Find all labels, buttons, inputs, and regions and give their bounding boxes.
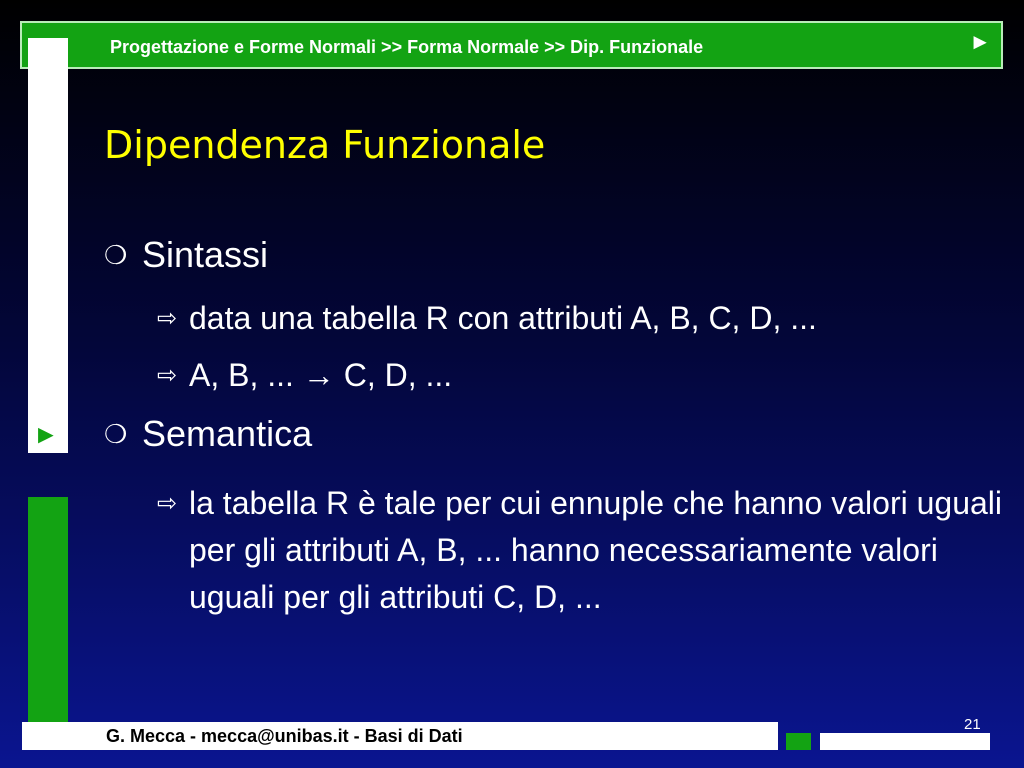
sub-bullet-text: A, B, ... → C, D, ... — [189, 357, 453, 393]
circle-bullet-icon: ❍ — [104, 419, 128, 449]
arrow-bullet-icon: ⇨ — [157, 490, 178, 517]
sub-bullet-item — [157, 480, 1024, 621]
footer-bar — [22, 722, 778, 750]
sidebar-arrow-icon[interactable]: ► — [33, 419, 59, 449]
circle-bullet-icon: ❍ — [104, 240, 128, 270]
sub-bullet-text: la tabella R è tale per cui ennuple che hanno valori uguali per gli attributi A, B, ... hanno necessariamente valori uguali per gli attributi C, D, ... — [189, 485, 1002, 615]
next-slide-arrow-icon[interactable]: ► — [969, 29, 991, 54]
bullet-label: Sintassi — [142, 234, 269, 275]
breadcrumb: Progettazione e Forme Normali >> Forma Normale >> Dip. Funzionale — [110, 37, 704, 57]
sub-bullet-text: data una tabella R con attributi A, B, C, D, ... — [189, 300, 817, 336]
page-number: 21 — [964, 716, 981, 733]
bullet-item-sintassi — [104, 234, 268, 276]
sidebar-green-bar — [28, 497, 68, 735]
arrow-bullet-icon: ⇨ — [157, 305, 178, 332]
slide-title: Dipendenza Funzionale — [104, 123, 546, 167]
bullet-label: Semantica — [142, 413, 313, 454]
footer-right-bar — [820, 733, 990, 750]
sidebar-white-bar — [28, 38, 68, 453]
arrow-bullet-icon: ⇨ — [157, 362, 178, 389]
sub-bullet-item — [157, 357, 452, 394]
sub-bullet-item — [157, 300, 817, 337]
bullet-item-semantica — [104, 413, 312, 455]
footer-green-square — [786, 733, 811, 750]
footer-credits: G. Mecca - mecca@unibas.it - Basi di Dati — [106, 726, 463, 746]
header-bar — [20, 21, 1003, 69]
